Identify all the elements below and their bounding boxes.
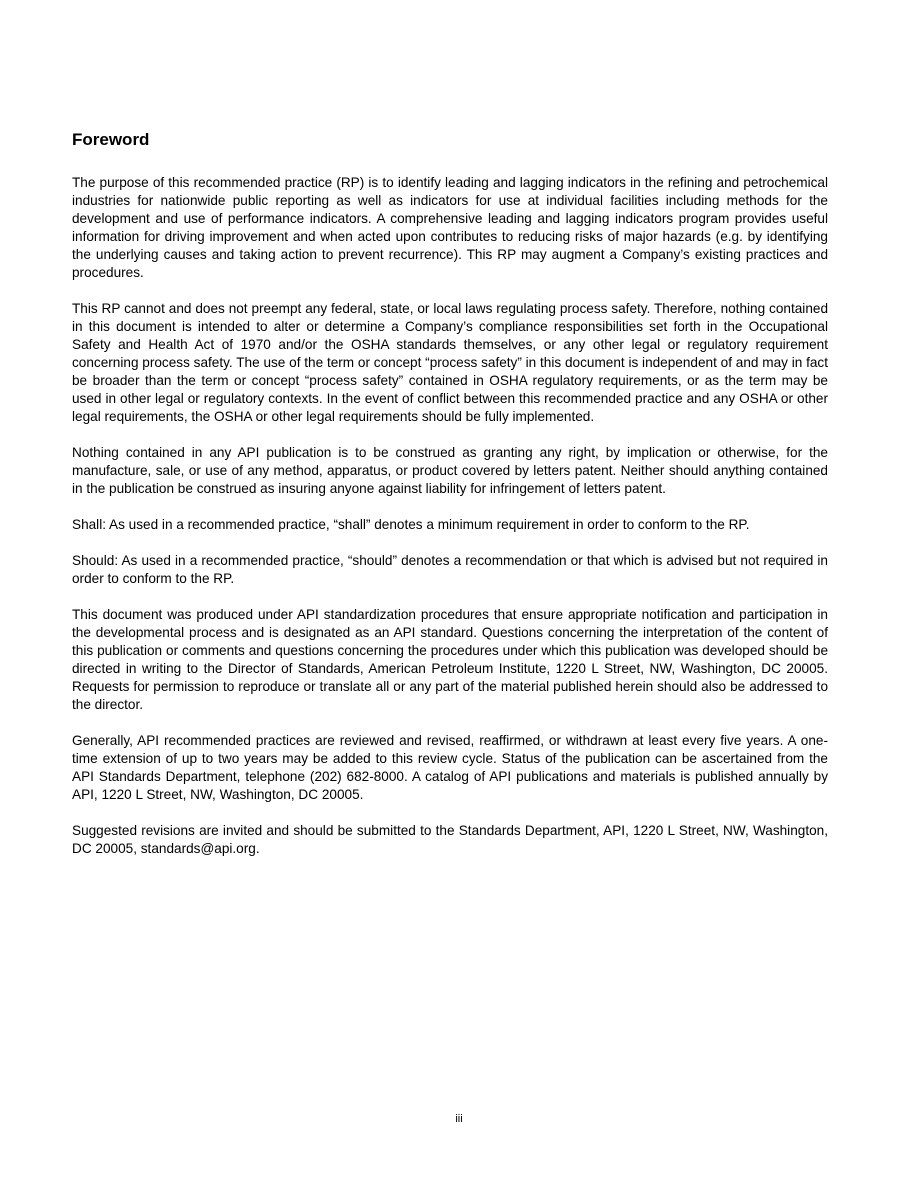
paragraph-shall: Shall: As used in a recommended practice, “shall” denotes a minimum requirement in order to conform to the RP.	[72, 517, 750, 532]
paragraph-purpose: The purpose of this recommended practice (RP) is to identify leading and lagging indicators in the refining and petrochemical industries for nationwide public reporting as well as indicators for use at individual facilities including methods for the development and use of performance indicators. A comprehensive leading and lagging indicators program provides useful information for driving improvement and when acted upon contributes to reducing risks of major hazards (e.g. by identifying the underlying causes and taking action to prevent recurrence). This RP may augment a Company’s existing practices and procedures.	[72, 175, 828, 280]
document-page	[72, 129, 828, 876]
paragraph-should: Should: As used in a recommended practice, “should” denotes a recommendation or that which is advised but not required in order to conform to the RP.	[72, 553, 828, 586]
paragraph-standardization: This document was produced under API standardization procedures that ensure appropriate notification and participation in the developmental process and is designated as an API standard. Questions concerning the interpretation of the content of this publication or comments and questions concerning the procedures under which this publication was developed should be directed in writing to the Director of Standards, American Petroleum Institute, 1220 L Street, NW, Washington, DC 20005. Requests for permission to reproduce or translate all or any part of the material published herein should also be addressed to the director.	[72, 607, 828, 712]
page-title: Foreword	[72, 130, 150, 149]
paragraph-preemption: This RP cannot and does not preempt any federal, state, or local laws regulating process safety. Therefore, nothing contained in this document is intended to alter or determine a Company’s compliance responsibilities set forth in the Occupational Safety and Health Act of 1970 and/or the OSHA standards themselves, or any other legal or regulatory requirement concerning process safety. The use of the term or concept “process safety” in this document is independent of and may in fact be broader than the term or concept “process safety” contained in OSHA regulatory requirements, or as the term may be used in other legal or regulatory contexts. In the event of conflict between this recommended practice and any OSHA or other legal requirements, the OSHA or other legal requirements should be fully implemented.	[72, 301, 828, 424]
paragraph-patent: Nothing contained in any API publication is to be construed as granting any right, by implication or otherwise, for the manufacture, sale, or use of any method, apparatus, or product covered by letters patent. Neither should anything contained in the publication be construed as insuring anyone against liability for infringement of letters patent.	[72, 445, 828, 496]
paragraph-review-cycle: Generally, API recommended practices are reviewed and revised, reaffirmed, or withdrawn at least every five years. A one-time extension of up to two years may be added to this review cycle. Status of the publication can be ascertained from the API Standards Department, telephone (202) 682-8000. A catalog of API publications and materials is published annually by API, 1220 L Street, NW, Washington, DC 20005.	[72, 733, 828, 802]
page-number: iii	[455, 1113, 463, 1125]
paragraph-revisions: Suggested revisions are invited and should be submitted to the Standards Department, API, 1220 L Street, NW, Washington, DC 20005, standards@api.org.	[72, 823, 828, 856]
